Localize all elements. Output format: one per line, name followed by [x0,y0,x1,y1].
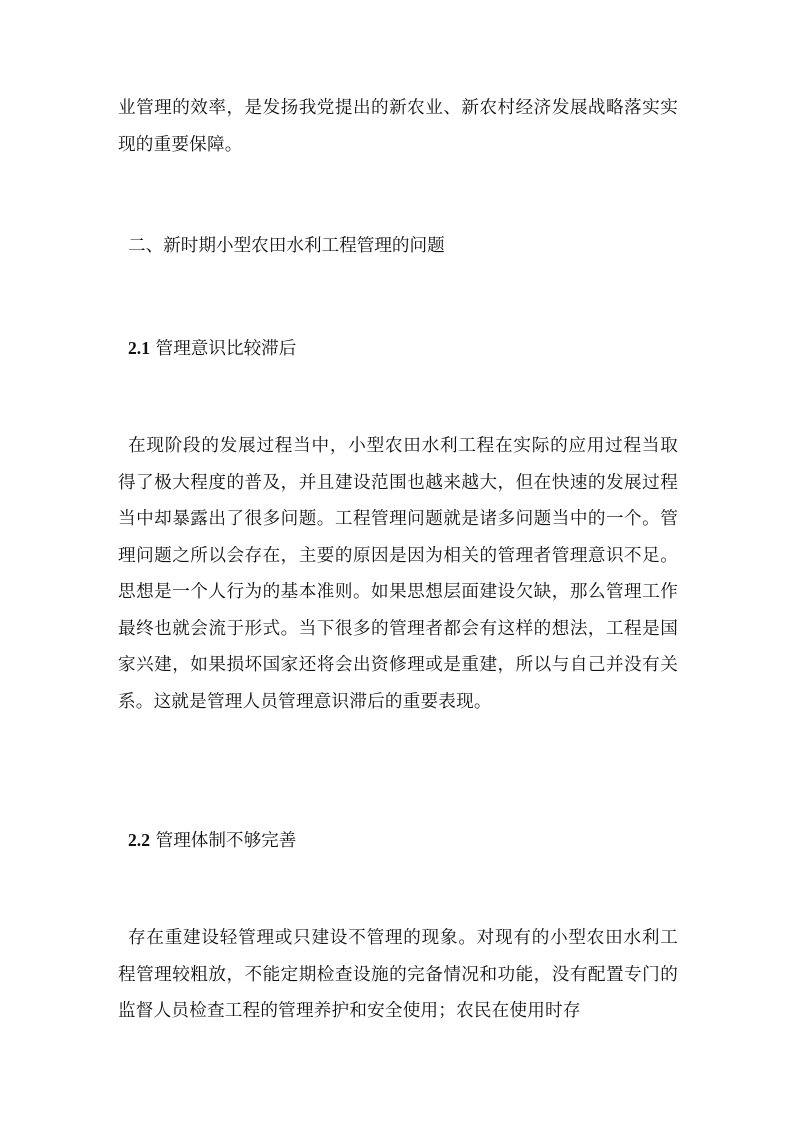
intro-paragraph-end: 业管理的效率，是发扬我党提出的新农业、新农村经济发展战略落实实现的重要保障。 [118,98,678,155]
subsection-2-1-number: 2.1 [128,338,150,358]
section-2-heading: 二、新时期小型农田水利工程管理的问题 [128,236,445,256]
subsection-2-1-title: 管理意识比较滞后 [155,339,297,359]
subsection-2-2-heading [128,822,296,860]
subsection-2-1-heading [128,330,296,368]
subsection-2-2-body: 存在重建设轻管理或只建设不管理的现象。对现有的小型农田水利工程管理较粗放，不能定期检查设施的完备情况和功能，没有配置专门的监督人员检查工程的管理养护和安全使用；农民在使用时存 [118,928,678,1021]
subsection-2-2-number: 2.2 [128,830,150,850]
subsection-2-2-title: 管理体制不够完善 [155,831,297,851]
subsection-2-1-body: 在现阶段的发展过程当中，小型农田水利工程在实际的应用过程当取得了极大程度的普及，并且建设范围也越来越大，但在快速的发展过程当中却暴露出了很多问题。工程管理问题就是诸多问题当中的一个。管理问题之所以会存在，主要的原因是因为相关的管理者管理意识不足。思想是一个人行为的基本准则。如果思想层面建设欠缺，那么管理工作最终也就会流于形式。当下很多的管理者都会有这样的想法，工程是国家兴建，如果损坏国家还将会出资修理或是重建，所以与自己并没有关系。这就是管理人员管理意识滞后的重要表现。 [118,436,678,712]
